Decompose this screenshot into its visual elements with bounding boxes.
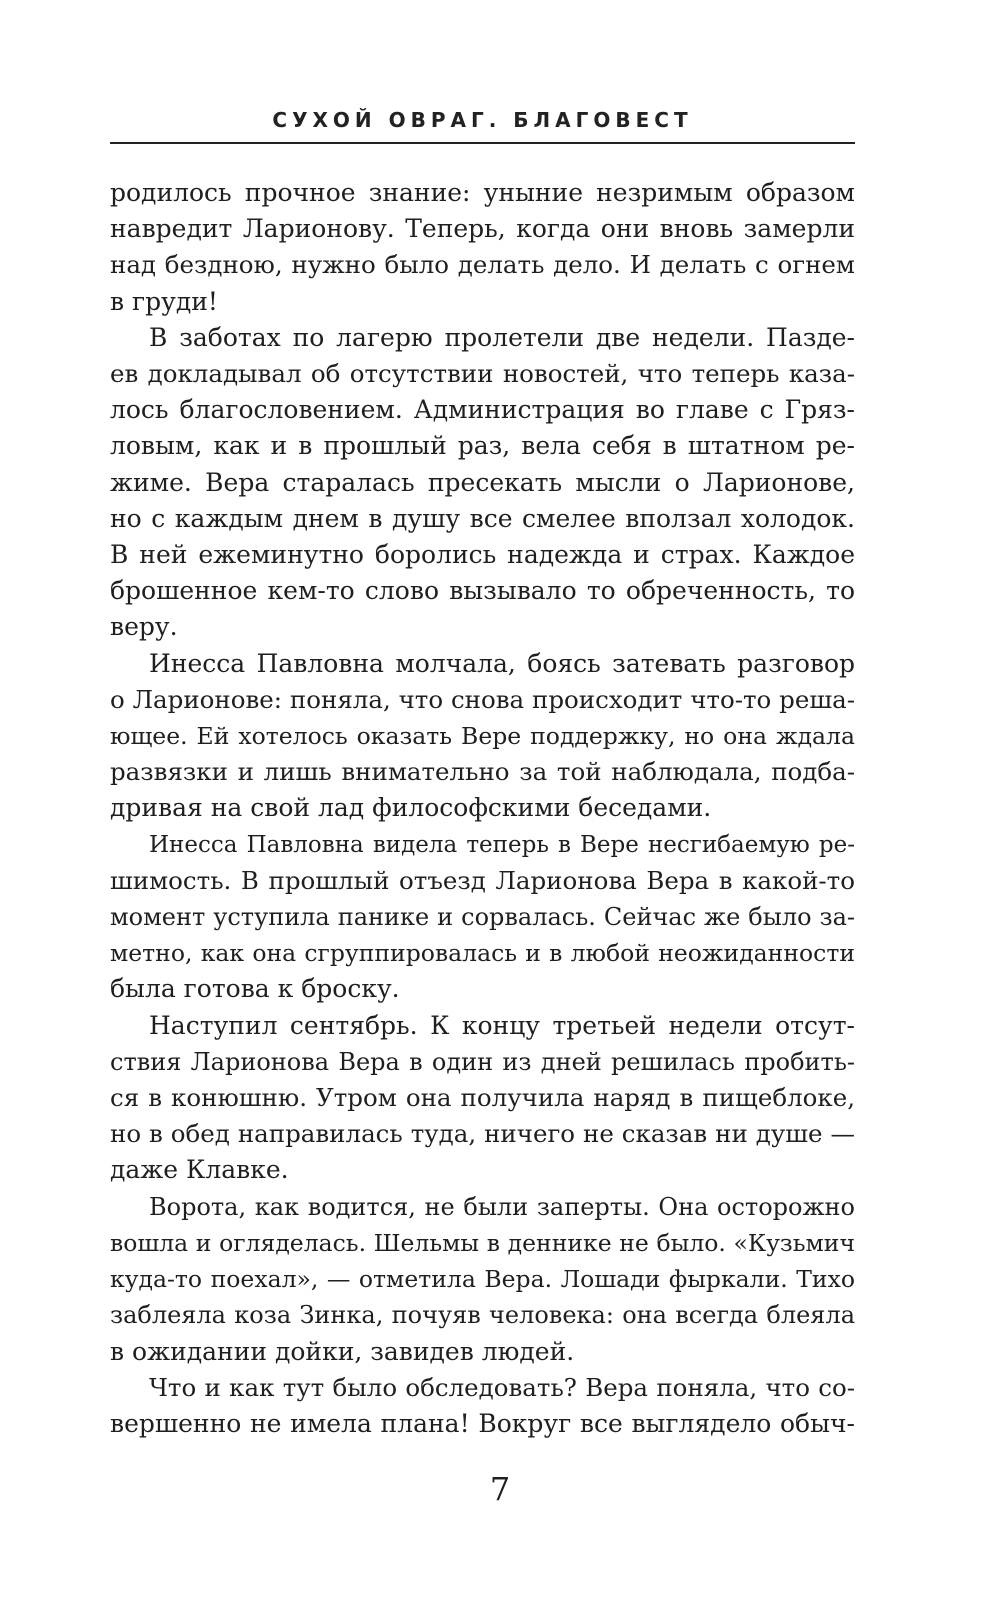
text-line: В заботах по лагерю пролетели две недели. Паздe-	[149, 322, 855, 352]
text-line: в ожидании дойки, завидев людей.	[110, 1336, 575, 1366]
text-line: родилось прочное знание: уныние незримым образом	[110, 178, 855, 207]
text-line: веру.	[110, 612, 178, 642]
text-line: дривая на свой лад философскими беседами.	[110, 793, 712, 823]
text-line: была готова к броску.	[110, 974, 400, 1004]
text-line: ловым, как и в прошлый раз, вела себя в штатном ре-	[110, 431, 855, 461]
text-line: лось благословением. Администрация во главе с Гряз-	[110, 395, 855, 425]
text-line: но в обед направилась туда, ничего не сказав ни душе —	[110, 1119, 855, 1149]
text-line: В ней ежеминутно боролись надежда и страх. Каждое	[110, 540, 855, 570]
text-line: ствия Ларионова Вера в один из дней решилась пробить-	[110, 1047, 855, 1076]
text-line: о Ларионове: поняла, что снова происходит что-то реша-	[110, 684, 855, 714]
text-line: Наступил сентябрь. К концу третьей недели отсут-	[149, 1010, 855, 1040]
text-line: ющее. Ей хотелось оказать Вере поддержку, но она ждала	[110, 722, 855, 751]
text-line: даже Клавке.	[110, 1155, 289, 1185]
text-line: жиме. Вера старалась пресекать мысли о Ларионове,	[110, 467, 855, 497]
text-line: ся в конюшню. Утром она получила наряд в пищеблоке,	[110, 1083, 855, 1113]
text-line: вошла и огляделась. Шельмы в деннике не было. «Кузьмич	[110, 1228, 855, 1257]
text-line: навредит Ларионову. Теперь, когда они вновь замерли	[110, 214, 855, 244]
text-line: шимость. В прошлый отъезд Ларионова Вера в какой-то	[110, 865, 855, 895]
text-line: заблеяла коза Зинка, почуяв человека: она всегда блеяла	[110, 1301, 855, 1330]
page-number: 7	[489, 1470, 511, 1508]
text-line: Инесса Павловна видела теперь в Вере несгибаемую ре-	[149, 831, 855, 858]
text-line: в груди!	[110, 286, 218, 316]
text-line: вершенно не имела плана! Вокруг все выглядело обыч-	[110, 1408, 855, 1438]
text-line: брошенное кем-то слово вызывало то обреченность, то	[110, 576, 855, 606]
text-line: но с каждым днем в душу все смелее вползал холодок.	[110, 503, 855, 533]
text-line: над бездною, нужно было делать дело. И делать с огнем	[110, 250, 855, 280]
text-line: метно, как она сгруппировалась и в любой неожиданности	[110, 939, 855, 968]
text-line: Ворота, как водится, не были заперты. Она осторожно	[149, 1192, 855, 1221]
running-title: СУХОЙ ОВРАГ. БЛАГОВЕСТ	[272, 108, 693, 132]
text-line: развязки и лишь внимательно за той наблюдала, подба-	[110, 757, 855, 787]
text-line: момент уступила панике и сорвалась. Сейчас же было за-	[110, 903, 855, 932]
body-text	[110, 175, 855, 1442]
text-line: Инесса Павловна молчала, боясь затевать разговор	[149, 648, 855, 678]
text-line: ев докладывал об отсутствии новостей, что теперь каза-	[110, 359, 855, 389]
text-line: куда-то поехал», — отметила Вера. Лошади фыркали. Тихо	[110, 1265, 855, 1294]
header-rule	[110, 142, 855, 144]
text-line: Что и как тут было обследовать? Вера поняла, что со-	[149, 1372, 855, 1402]
